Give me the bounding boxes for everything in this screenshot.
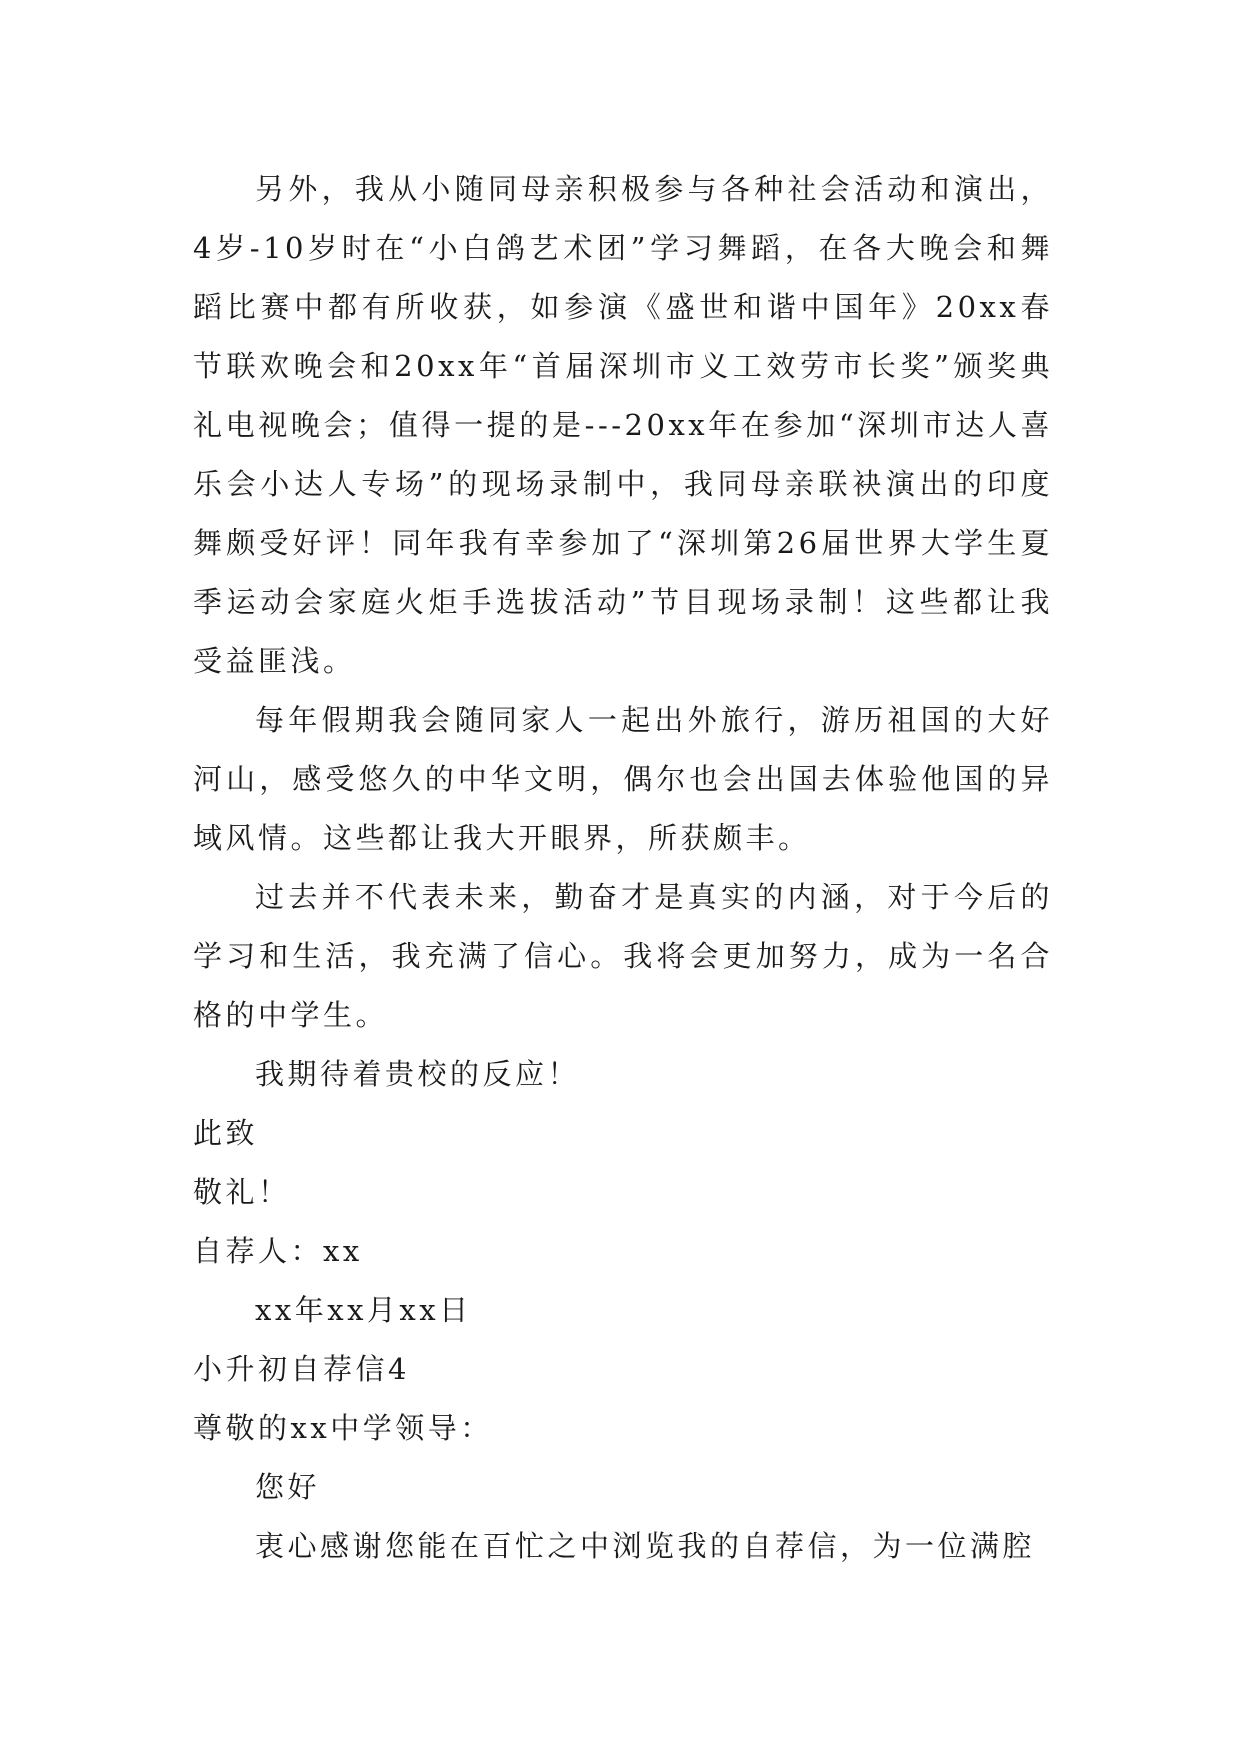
date-line: xx年xx月xx日	[255, 1293, 472, 1327]
paragraph-thanks: 衷心感谢您能在百忙之中浏览我的自荐信，为一位满腔	[255, 1529, 1036, 1563]
section-title: 小升初自荐信4	[193, 1352, 410, 1386]
letter-body	[193, 160, 1053, 1576]
closing-jingli: 敬礼！	[193, 1175, 291, 1209]
signature-line: 自荐人：xx	[193, 1234, 363, 1268]
paragraph-future: 过去并不代表未来，勤奋才是真实的内涵，对于今后的学习和生活，我充满了信心。我将会更加努力，成为一名合格的中学生。	[193, 880, 1053, 1032]
salutation-line: 尊敬的xx中学领导：	[193, 1411, 493, 1445]
paragraph-expectation: 我期待着贵校的反应！	[255, 1057, 581, 1091]
paragraph-activities: 另外，我从小随同母亲积极参与各种社会活动和演出，4岁-10岁时在“小白鸽艺术团”学习舞蹈，在各大晚会和舞蹈比赛中都有所收获，如参演《盛世和谐中国年》20xx春节联欢晚会和20xx年“首届深圳市义工效劳市长奖”颁奖典礼电视晚会；值得一提的是---20xx年在参加“深圳市达人喜乐会小达人专场”的现场录制中，我同母亲联袂演出的印度舞颇受好评！同年我有幸参加了“深圳第26届世界大学生夏季运动会家庭火炬手选拔活动”节目现场录制！这些都让我受益匪浅。	[193, 172, 1053, 678]
greeting-line: 您好	[255, 1470, 321, 1504]
closing-cizhi: 此致	[193, 1116, 259, 1150]
paragraph-travel: 每年假期我会随同家人一起出外旅行，游历祖国的大好河山，感受悠久的中华文明，偶尔也会出国去体验他国的异域风情。这些都让我大开眼界，所获颇丰。	[193, 703, 1053, 855]
